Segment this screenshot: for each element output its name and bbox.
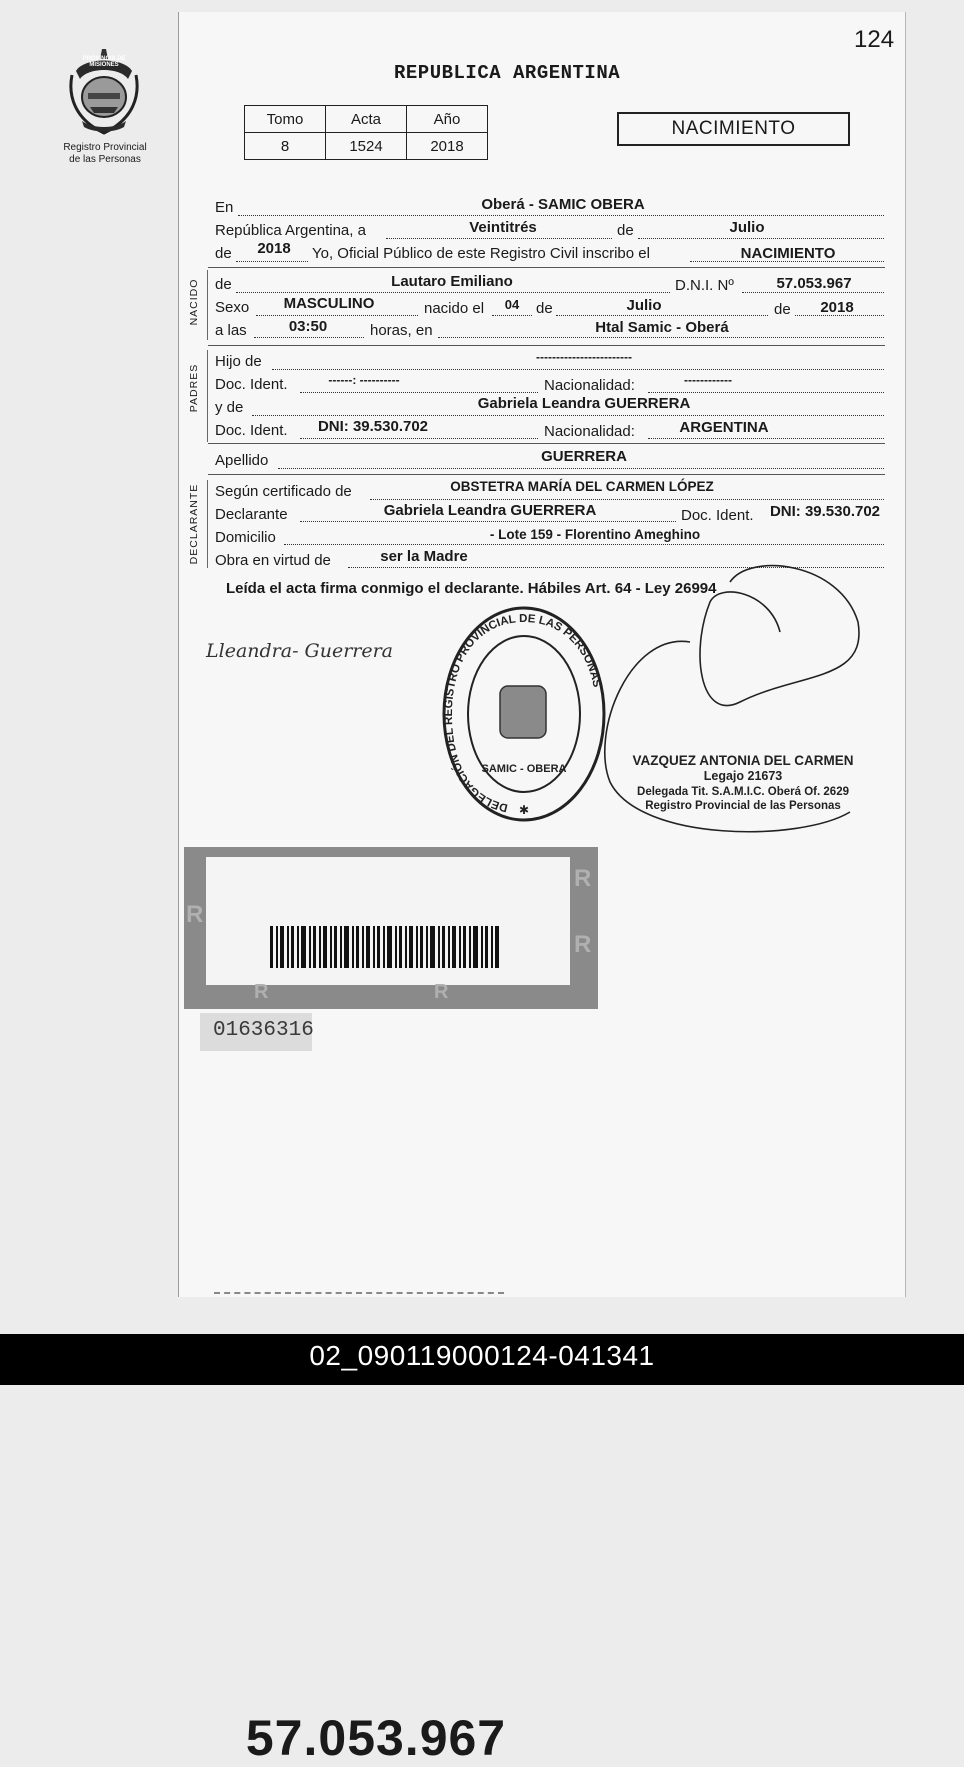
declarante-name-value: Gabriela Leandra GUERRERA — [383, 502, 597, 519]
dotted-line — [742, 292, 884, 293]
declarant-signature: Lleandra- Guerrera — [206, 640, 394, 662]
en-label: En — [215, 199, 234, 216]
a-las-label: a las — [215, 322, 247, 339]
declarante-label: Declarante — [215, 506, 288, 523]
section-divider — [207, 270, 208, 340]
birth-day-value: 04 — [504, 297, 520, 312]
republica-label: República Argentina, a — [215, 222, 366, 239]
birth-year-value: 2018 — [820, 299, 854, 316]
child-name-value: Lautaro Emiliano — [391, 273, 513, 290]
separator-line — [208, 474, 885, 475]
mother-nationality-label: Nacionalidad: — [544, 423, 635, 440]
dotted-line — [272, 369, 884, 370]
nacido-de-label: de — [215, 276, 232, 293]
dotted-line — [386, 238, 612, 239]
registry-caption-line2: de las Personas — [69, 154, 141, 165]
hijo-de-label: Hijo de — [215, 353, 262, 370]
official-legajo: Legajo 21673 — [703, 769, 783, 783]
value-tomo: 8 — [245, 133, 326, 160]
dotted-line — [492, 315, 532, 316]
stamp-emblem — [500, 686, 546, 738]
nacido-side-label: NACIDO — [188, 278, 200, 326]
father-nationality-label: Nacionalidad: — [544, 377, 635, 394]
footer-code: 02_090119000124-041341 — [309, 1340, 655, 1371]
mother-doc-label: Doc. Ident. — [215, 422, 288, 439]
birth-month-value: Julio — [626, 297, 662, 314]
dotted-line — [438, 337, 884, 338]
obra-label: Obra en virtud de — [215, 552, 331, 569]
dotted-line — [278, 468, 884, 469]
declarante-doc-value: DNI: 39.530.702 — [769, 503, 881, 520]
registry-caption-line1: Registro Provincial — [63, 142, 147, 153]
dotted-line — [236, 292, 670, 293]
dotted-line — [254, 337, 364, 338]
apellido-label: Apellido — [215, 452, 269, 469]
de-label: de — [617, 222, 634, 239]
dni-label: D.N.I. Nº — [675, 277, 734, 294]
official-registry: Registro Provincial de las Personas — [645, 800, 841, 812]
day-value: Veintitrés — [469, 219, 537, 236]
dotted-line — [256, 315, 418, 316]
sticker-letter: R — [574, 865, 592, 892]
certificate-type-box: NACIMIENTO — [617, 112, 850, 146]
separator-line — [208, 443, 885, 444]
sticker-letter: R — [254, 981, 269, 1003]
sticker-letter: R — [574, 931, 592, 958]
mother-doc-value: DNI: 39.530.702 — [317, 418, 429, 435]
stamp-star-icon: ✱ — [518, 803, 530, 817]
dotted-line — [300, 521, 676, 522]
section-divider — [207, 480, 208, 568]
de-year-label: de — [215, 245, 232, 262]
month-value: Julio — [729, 219, 765, 236]
sticker-letter: R — [186, 901, 204, 928]
header-ano: Año — [407, 106, 488, 133]
header-acta: Acta — [326, 106, 407, 133]
dotted-line — [252, 415, 884, 416]
barcode-icon — [270, 926, 502, 968]
dotted-line — [648, 438, 884, 439]
dotted-line — [284, 544, 884, 545]
father-nationality-value: ------------ — [684, 373, 732, 387]
dotted-line — [370, 499, 884, 500]
y-de-label: y de — [215, 399, 244, 416]
nacido-el-label: nacido el — [424, 300, 485, 317]
official-block — [632, 753, 854, 812]
de-label-3: de — [774, 301, 791, 318]
stamp-ring-text: DELEGACIÓN DEL REGISTRO PROVINCIAL DE LAS PERSONAS — [442, 612, 603, 814]
official-stamp — [438, 600, 610, 828]
value-ano: 2018 — [407, 133, 488, 160]
dni-sticker-number: 57.053.967 — [245, 1710, 507, 1766]
padres-side-label: PADRES — [188, 363, 200, 413]
horas-en-label: horas, en — [370, 322, 433, 339]
de-label-2: de — [536, 300, 553, 317]
domicilio-label: Domicilio — [215, 529, 276, 546]
birth-place-value: Htal Samic - Oberá — [595, 319, 729, 336]
father-doc-label: Doc. Ident. — [215, 376, 288, 393]
mother-name-value: Gabriela Leandra GUERRERA — [477, 395, 691, 412]
document-title: REPUBLICA ARGENTINA — [394, 62, 621, 84]
page-number: 124 — [854, 26, 895, 53]
obra-value: ser la Madre — [380, 548, 468, 565]
dotted-line — [300, 392, 538, 393]
sexo-value: MASCULINO — [283, 295, 375, 312]
official-role: Delegada Tit. S.A.M.I.C. Oberá Of. 2629 — [637, 786, 849, 798]
dotted-line — [638, 238, 884, 239]
year-value: 2018 — [257, 240, 291, 257]
dotted-line — [556, 315, 768, 316]
sticker-letter: R — [434, 981, 449, 1003]
birth-time-value: 03:50 — [288, 318, 328, 335]
record-table — [244, 105, 488, 160]
header-tomo: Tomo — [245, 106, 326, 133]
dotted-line — [236, 261, 308, 262]
declarante-side-label: DECLARANTE — [188, 483, 200, 565]
section-divider — [207, 350, 208, 442]
mother-nationality-value: ARGENTINA — [679, 419, 769, 436]
dotted-line — [300, 438, 538, 439]
father-name-value: ------------------------ — [536, 350, 632, 364]
certificado-value: OBSTETRA MARÍA DEL CARMEN LÓPEZ — [450, 479, 714, 494]
declarante-doc-label: Doc. Ident. — [681, 507, 754, 524]
cut-off-text-line — [214, 1292, 504, 1298]
certificado-label: Según certificado de — [215, 483, 352, 500]
dotted-line — [238, 215, 884, 216]
domicilio-value: - Lote 159 - Florentino Ameghino — [489, 527, 701, 542]
apellido-value: GUERRERA — [541, 448, 627, 465]
place-value: Oberá - SAMIC OBERA — [481, 196, 645, 213]
registry-caption — [52, 142, 158, 166]
separator-line — [208, 267, 885, 268]
legal-text: Leída el acta firma conmigo el declarante. Hábiles Art. 64 - Ley 26994 — [226, 580, 717, 597]
father-doc-value: ------: ---------- — [328, 373, 400, 387]
act-value: NACIMIENTO — [740, 245, 836, 262]
oficial-text: Yo, Oficial Público de este Registro Civil inscribo el — [312, 245, 650, 262]
official-name: VAZQUEZ ANTONIA DEL CARMEN — [632, 753, 854, 768]
child-dni-value: 57.053.967 — [776, 275, 852, 292]
stamp-inner-text: SAMIC - OBERA — [481, 763, 567, 775]
separator-line — [208, 345, 885, 346]
logo-lettering: PROVINCIA DE MISIONES — [82, 56, 126, 68]
dotted-line — [648, 392, 884, 393]
serial-number: 01636316 — [213, 1019, 314, 1042]
value-acta: 1524 — [326, 133, 407, 160]
sexo-label: Sexo — [215, 299, 250, 316]
